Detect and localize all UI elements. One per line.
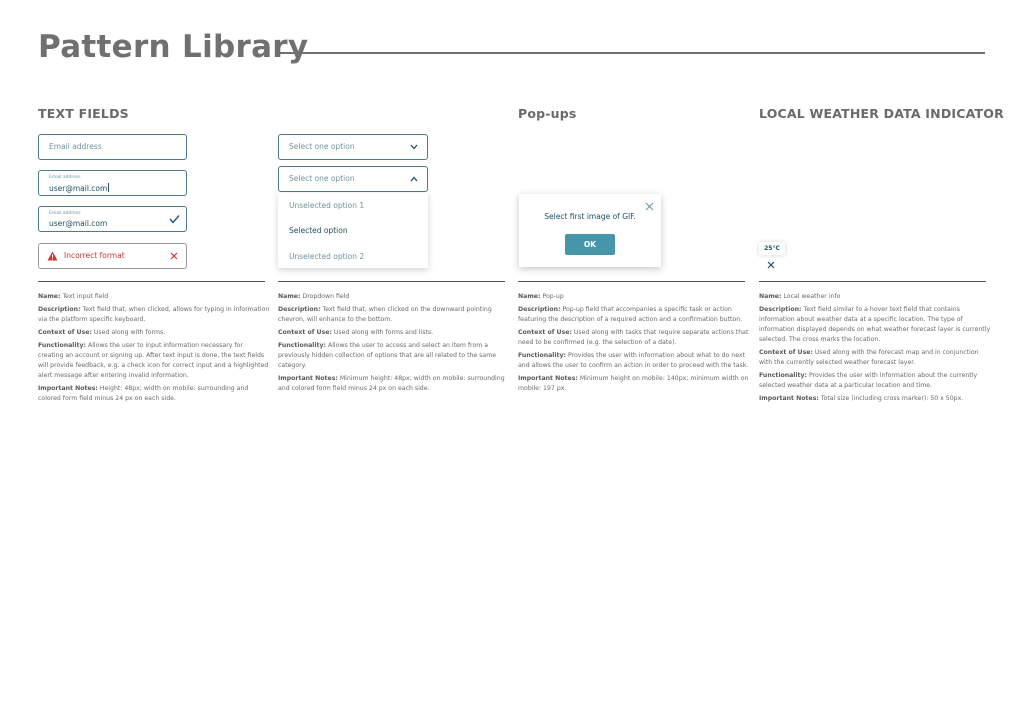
heading-text-fields: TEXT FIELDS xyxy=(38,106,129,121)
desc-description: Description: Pop-up field that accompanies a specific task or action featuring the description of a required action and a confirmation button. xyxy=(518,306,743,323)
desc-functionality: Functionality: Allows the user to access and select an item from a previously hidden collection of options that are all related to the same category. xyxy=(278,342,497,369)
error-message: Incorrect format xyxy=(64,251,125,260)
warning-icon xyxy=(47,251,58,261)
heading-weather: LOCAL WEATHER DATA INDICATOR xyxy=(759,106,1004,121)
desc-notes: Important Notes: Minimum height: 48px; width on mobile: surrounding and colored form field minus 24 px on each side. xyxy=(278,375,505,392)
desc-description: Description: Text field similar to a hover text field that contains information about weather data at a specific location. The type of information displayed depends on what weather forecast layer is currently selected. The cross marks the location. xyxy=(759,306,991,343)
close-icon[interactable] xyxy=(645,202,654,211)
close-icon[interactable] xyxy=(170,252,178,260)
email-field-typing[interactable] xyxy=(38,170,187,196)
email-field-error[interactable] xyxy=(38,243,187,269)
text-cursor xyxy=(108,183,109,192)
dropdown-options-list xyxy=(278,193,428,268)
desc-name: Name: Text input field xyxy=(38,293,109,300)
divider xyxy=(518,281,745,282)
desc-description: Description: Text field that, when clicked, allows for typing in information via the platform specific keyboard. xyxy=(38,306,270,323)
description-text-fields xyxy=(38,292,270,407)
desc-notes: Important Notes: Total size (including cross marker): 50 x 50px. xyxy=(759,395,964,402)
email-field-value: user@mail.com xyxy=(49,219,108,228)
desc-notes: Important Notes: Height: 48px; width on mobile: surrounding and colored form field minus 24 px on each side. xyxy=(38,385,249,402)
email-field-valid[interactable] xyxy=(38,206,187,232)
ok-button[interactable]: OK xyxy=(565,234,615,255)
divider xyxy=(38,281,265,282)
desc-name: Name: Local weather info xyxy=(759,293,841,300)
desc-description: Description: Text field that, when clicked on the downward pointing chevron, will enhance to the bottom. xyxy=(278,306,492,323)
desc-name: Name: Dropdown field xyxy=(278,293,350,300)
chevron-up-icon[interactable] xyxy=(410,176,418,182)
divider xyxy=(759,281,986,282)
chevron-down-icon[interactable] xyxy=(410,144,418,150)
dropdown-option-unselected[interactable]: Unselected option 2 xyxy=(289,252,365,261)
dropdown-placeholder: Select one option xyxy=(289,142,355,151)
desc-functionality: Functionality: Allows the user to input information necessary for creating an account or signing up. After text input is done, the text fields will provide feedback, e.g. a check icon for correct input and a highlighted alert message after entering invalid information. xyxy=(38,342,269,379)
divider xyxy=(278,281,505,282)
dropdown-closed[interactable] xyxy=(278,134,428,160)
desc-context: Context of Use: Used along with the forecast map and in conjunction with the currently selected weather forecast layer. xyxy=(759,349,979,366)
dropdown-option-selected[interactable]: Selected option xyxy=(289,226,348,235)
email-field-label: Email address xyxy=(49,175,81,180)
location-cross-icon xyxy=(767,261,775,269)
popup-dialog xyxy=(519,194,661,267)
dropdown-open[interactable] xyxy=(278,166,428,192)
desc-context: Context of Use: Used along with forms and lists. xyxy=(278,329,434,336)
email-field-empty[interactable] xyxy=(38,134,187,160)
heading-popups: Pop-ups xyxy=(518,106,577,121)
description-popups xyxy=(518,292,750,397)
page-title: Pattern Library xyxy=(38,29,309,65)
email-field-value: user@mail.com xyxy=(49,184,108,193)
email-field-label: Email address xyxy=(49,211,81,216)
desc-notes: Important Notes: Minimum height on mobile: 140px; minimum width on mobile: 197 px. xyxy=(518,375,749,392)
description-weather xyxy=(759,292,991,407)
weather-temperature-badge: 25°C xyxy=(759,242,785,255)
email-field-placeholder: Email address xyxy=(49,142,102,151)
dropdown-option-unselected[interactable]: Unselected option 1 xyxy=(289,201,365,210)
checkmark-icon xyxy=(169,214,180,224)
desc-context: Context of Use: Used along with tasks that require separate actions that need to be confirmed (e.g. the selection of a date). xyxy=(518,329,749,346)
dropdown-placeholder: Select one option xyxy=(289,174,355,183)
popup-message: Select first image of GIF. xyxy=(544,212,636,221)
desc-functionality: Functionality: Provides the user with information about what to do next and allows the user to confirm an action in order to proceed with the task. xyxy=(518,352,749,369)
desc-name: Name: Pop-up xyxy=(518,293,564,300)
desc-functionality: Functionality: Provides the user with information about the currently selected weather data at a particular location and time. xyxy=(759,372,978,389)
title-rule xyxy=(279,52,985,54)
desc-context: Context of Use: Used along with forms. xyxy=(38,329,166,336)
description-dropdowns xyxy=(278,292,510,397)
